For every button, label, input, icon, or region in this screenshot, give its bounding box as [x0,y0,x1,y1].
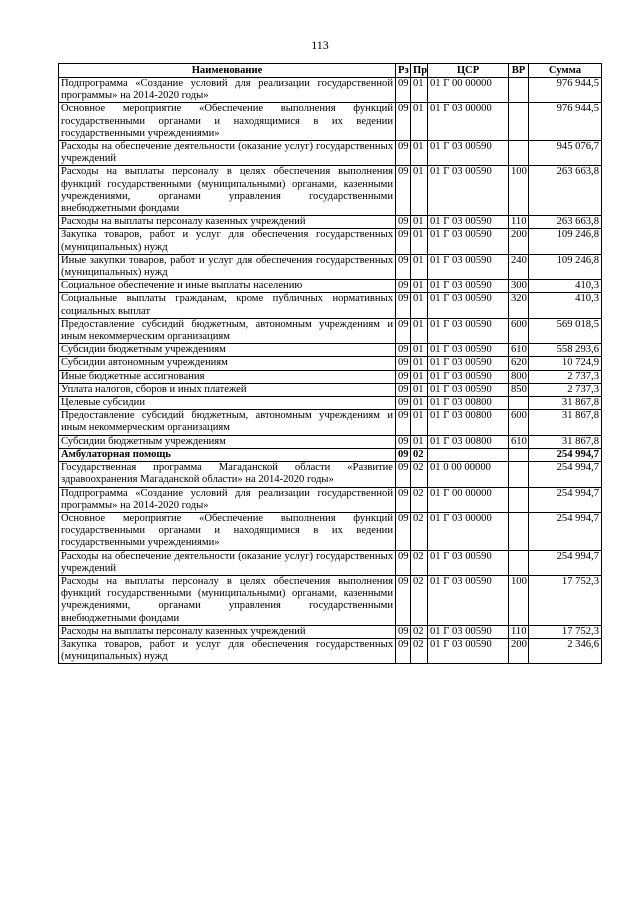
row-csr: 01 Г 03 00590 [428,166,509,216]
row-sum: 254 994,7 [529,550,602,575]
row-pr: 02 [411,625,428,638]
row-rz: 09 [396,487,411,512]
row-name: Расходы на обеспечение деятельности (оказание услуг) государственных учреждений [59,550,396,575]
row-vr: 800 [509,370,529,383]
row-rz: 09 [396,216,411,229]
table-row [59,397,602,410]
row-pr: 01 [411,357,428,370]
row-name: Субсидии автономным учреждениям [59,357,396,370]
table-row [59,293,602,318]
row-name: Предоставление субсидий бюджетным, автономным учреждениям и иным некоммерческим организациям [59,410,396,435]
row-pr: 02 [411,575,428,625]
table-row [59,357,602,370]
row-rz: 09 [396,280,411,293]
table-row [59,344,602,357]
row-rz: 09 [396,625,411,638]
row-rz: 09 [396,638,411,663]
row-vr: 200 [509,638,529,663]
row-name: Амбулаторная помощь [59,448,396,461]
row-sum: 976 944,5 [529,78,602,103]
row-sum: 976 944,5 [529,103,602,141]
row-name: Подпрограмма «Создание условий для реализации государственной программы» на 2014-2020 годы» [59,78,396,103]
row-rz: 09 [396,435,411,448]
table-row [59,370,602,383]
table-row [59,625,602,638]
row-rz: 09 [396,78,411,103]
row-sum: 17 752,3 [529,625,602,638]
row-sum: 254 994,7 [529,462,602,487]
row-vr: 600 [509,410,529,435]
row-vr: 610 [509,344,529,357]
row-rz: 09 [396,344,411,357]
row-csr [428,448,509,461]
row-csr: 01 Г 03 00590 [428,575,509,625]
row-vr: 100 [509,166,529,216]
row-sum: 31 867,8 [529,397,602,410]
row-name: Расходы на выплаты персоналу казенных учреждений [59,216,396,229]
table-row [59,512,602,550]
row-rz: 09 [396,448,411,461]
row-pr: 01 [411,318,428,343]
row-pr: 02 [411,462,428,487]
row-pr: 01 [411,410,428,435]
row-vr: 100 [509,575,529,625]
row-sum: 254 994,7 [529,448,602,461]
row-csr: 01 Г 03 00800 [428,435,509,448]
row-csr: 01 Г 03 00800 [428,410,509,435]
row-name: Расходы на выплаты персоналу в целях обеспечения выполнения функций государственными (муниципальными) органами, казенными учреждениями, органами управления государственными внебюджетными фондами [59,166,396,216]
row-sum: 2 737,3 [529,383,602,396]
row-sum: 31 867,8 [529,435,602,448]
table-row [59,318,602,343]
table-row [59,487,602,512]
row-csr: 01 Г 03 00590 [428,625,509,638]
row-csr: 01 Г 03 00590 [428,280,509,293]
row-rz: 09 [396,141,411,166]
row-csr: 01 Г 03 00590 [428,638,509,663]
table-row [59,280,602,293]
row-name: Основное мероприятие «Обеспечение выполнения функций государственными органами и находящимися в их ведении государственными учреждениями» [59,103,396,141]
row-vr: 600 [509,318,529,343]
row-name: Подпрограмма «Создание условий для реализации государственной программы» на 2014-2020 годы» [59,487,396,512]
row-sum: 109 246,8 [529,229,602,254]
row-pr: 01 [411,229,428,254]
row-name: Расходы на обеспечение деятельности (оказание услуг) государственных учреждений [59,141,396,166]
row-csr: 01 Г 03 00590 [428,383,509,396]
row-csr: 01 Г 03 00800 [428,397,509,410]
row-vr [509,448,529,461]
row-sum: 410,3 [529,293,602,318]
row-rz: 09 [396,575,411,625]
row-name: Иные бюджетные ассигнования [59,370,396,383]
table-row [59,638,602,663]
row-pr: 01 [411,397,428,410]
row-vr [509,487,529,512]
row-sum: 254 994,7 [529,487,602,512]
table-row [59,166,602,216]
row-csr: 01 Г 03 00590 [428,216,509,229]
row-rz: 09 [396,166,411,216]
header-csr: ЦСР [428,64,509,78]
table-row [59,462,602,487]
row-pr: 01 [411,141,428,166]
table-row [59,216,602,229]
row-csr: 01 Г 03 00000 [428,512,509,550]
row-vr [509,397,529,410]
row-csr: 01 Г 03 00590 [428,370,509,383]
row-vr: 200 [509,229,529,254]
row-name: Расходы на выплаты персоналу в целях обеспечения выполнения функций государственными (муниципальными) органами, казенными учреждениями, органами управления государственными внебюджетными фондами [59,575,396,625]
table-row [59,410,602,435]
row-pr: 02 [411,448,428,461]
row-sum: 2 346,6 [529,638,602,663]
header-vr: ВР [509,64,529,78]
row-pr: 01 [411,254,428,279]
row-vr: 240 [509,254,529,279]
header-rz: Рз [396,64,411,78]
row-csr: 01 Г 03 00590 [428,344,509,357]
row-vr [509,550,529,575]
table-row [59,254,602,279]
row-vr: 110 [509,625,529,638]
row-pr: 01 [411,370,428,383]
row-vr: 610 [509,435,529,448]
row-vr [509,512,529,550]
table-header-row [59,64,602,78]
row-rz: 09 [396,550,411,575]
row-csr: 01 Г 03 00590 [428,357,509,370]
row-name: Социальные выплаты гражданам, кроме публичных нормативных социальных выплат [59,293,396,318]
row-name: Целевые субсидии [59,397,396,410]
row-name: Иные закупки товаров, работ и услуг для обеспечения государственных (муниципальных) нужд [59,254,396,279]
row-sum: 945 076,7 [529,141,602,166]
row-pr: 01 [411,103,428,141]
page-number: 113 [311,38,329,52]
header-name: Наименование [59,64,396,78]
row-csr: 01 Г 03 00590 [428,293,509,318]
row-csr: 01 Г 03 00590 [428,254,509,279]
row-rz: 09 [396,397,411,410]
row-sum: 31 867,8 [529,410,602,435]
table-row [59,383,602,396]
row-vr: 110 [509,216,529,229]
row-name: Государственная программа Магаданской области «Развитие здравоохранения Магаданской области» на 2014-2020 годы» [59,462,396,487]
row-vr [509,103,529,141]
row-pr: 01 [411,280,428,293]
row-sum: 263 663,8 [529,216,602,229]
row-pr: 02 [411,487,428,512]
row-vr: 300 [509,280,529,293]
table-row [59,575,602,625]
row-sum: 410,3 [529,280,602,293]
row-name: Социальное обеспечение и иные выплаты населению [59,280,396,293]
row-rz: 09 [396,370,411,383]
row-sum: 17 752,3 [529,575,602,625]
table-row [59,103,602,141]
row-vr: 620 [509,357,529,370]
row-csr: 01 Г 03 00590 [428,229,509,254]
budget-table [58,63,602,664]
header-sum: Сумма [529,64,602,78]
row-sum: 109 246,8 [529,254,602,279]
row-rz: 09 [396,318,411,343]
row-vr [509,141,529,166]
row-pr: 01 [411,216,428,229]
row-pr: 02 [411,638,428,663]
row-csr: 01 Г 00 00000 [428,487,509,512]
row-sum: 558 293,6 [529,344,602,357]
row-rz: 09 [396,462,411,487]
row-pr: 01 [411,383,428,396]
table-row [59,78,602,103]
row-name: Субсидии бюджетным учреждениям [59,344,396,357]
row-pr: 02 [411,512,428,550]
table-body [59,78,602,664]
row-pr: 01 [411,344,428,357]
row-sum: 254 994,7 [529,512,602,550]
row-pr: 01 [411,435,428,448]
row-pr: 01 [411,78,428,103]
row-name: Субсидии бюджетным учреждениям [59,435,396,448]
row-name: Основное мероприятие «Обеспечение выполнения функций государственными органами и находящимися в их ведении государственными учреждениями» [59,512,396,550]
row-pr: 01 [411,293,428,318]
row-name: Уплата налогов, сборов и иных платежей [59,383,396,396]
table-row [59,448,602,461]
row-csr: 01 Г 03 00590 [428,141,509,166]
row-pr: 01 [411,166,428,216]
table-row [59,550,602,575]
row-csr: 01 Г 00 00000 [428,78,509,103]
row-csr: 01 Г 03 00590 [428,318,509,343]
table-row [59,229,602,254]
row-rz: 09 [396,229,411,254]
row-csr: 01 Г 03 00000 [428,103,509,141]
row-vr [509,78,529,103]
header-pr: Пр [411,64,428,78]
row-vr: 850 [509,383,529,396]
table-row [59,435,602,448]
row-rz: 09 [396,293,411,318]
row-name: Предоставление субсидий бюджетным, автономным учреждениям и иным некоммерческим организациям [59,318,396,343]
row-vr: 320 [509,293,529,318]
row-csr: 01 0 00 00000 [428,462,509,487]
row-pr: 02 [411,550,428,575]
row-rz: 09 [396,357,411,370]
row-csr: 01 Г 03 00590 [428,550,509,575]
row-sum: 10 724,9 [529,357,602,370]
row-name: Закупка товаров, работ и услуг для обеспечения государственных (муниципальных) нужд [59,638,396,663]
row-rz: 09 [396,410,411,435]
row-rz: 09 [396,383,411,396]
row-rz: 09 [396,512,411,550]
row-rz: 09 [396,254,411,279]
row-name: Расходы на выплаты персоналу казенных учреждений [59,625,396,638]
table-row [59,141,602,166]
row-rz: 09 [396,103,411,141]
row-name: Закупка товаров, работ и услуг для обеспечения государственных (муниципальных) нужд [59,229,396,254]
row-sum: 569 018,5 [529,318,602,343]
row-sum: 2 737,3 [529,370,602,383]
row-vr [509,462,529,487]
row-sum: 263 663,8 [529,166,602,216]
